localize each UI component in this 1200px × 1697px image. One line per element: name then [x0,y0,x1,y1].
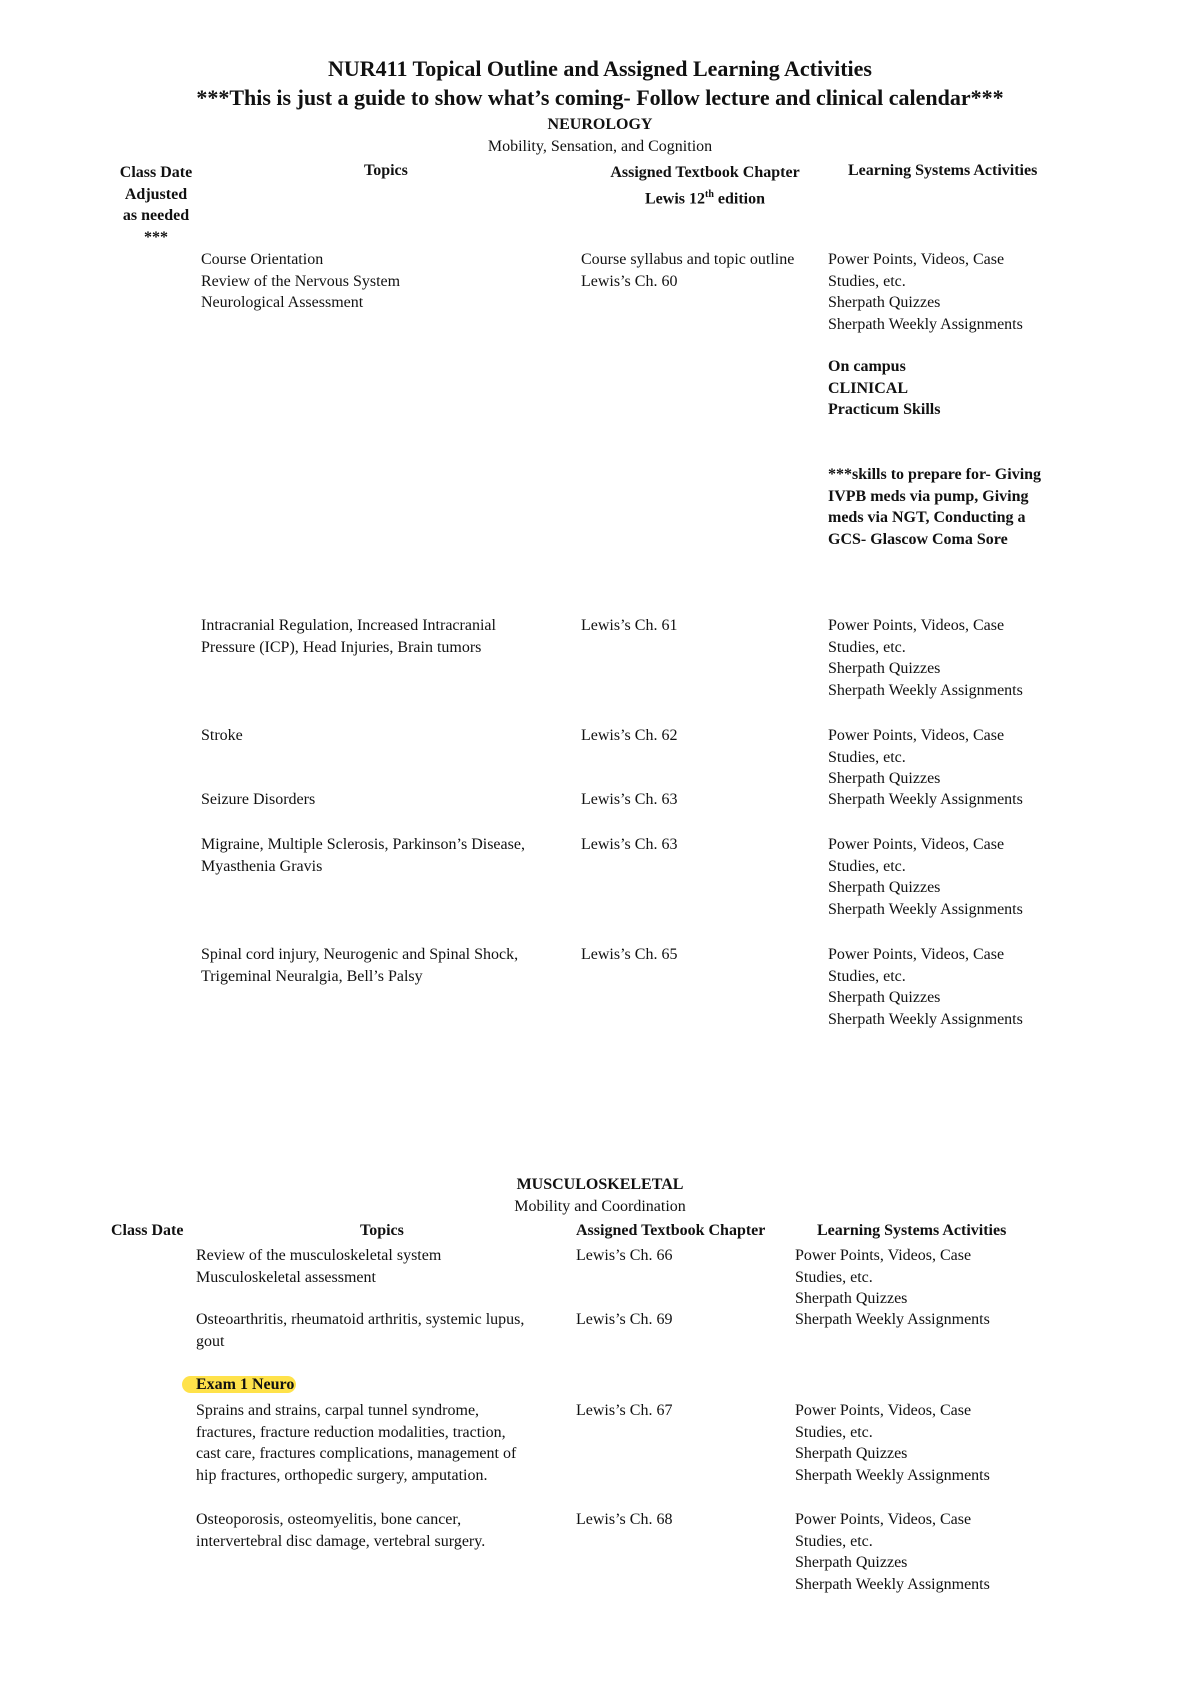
neuro-row-3-topics [201,725,243,747]
topic-line: cast care, fractures complications, management of [196,1445,517,1462]
topic-line: Stroke [201,727,243,744]
activity-line: Sherpath Quizzes [828,294,941,311]
activity-line: Sherpath Quizzes [795,1445,908,1462]
activity-line: Studies, etc. [828,272,906,290]
activity-line: Sherpath Weekly Assignments [828,791,1023,808]
activity-line: Power Points, Videos, Case [828,836,1005,853]
musculo-row-4-activities [795,1400,990,1486]
musculo-row-2-activities [795,1309,990,1331]
activity-line: Sherpath Quizzes [828,770,941,787]
neuro-row-4-chapter [581,789,677,811]
musculo-header-class-date: Class Date [111,1222,184,1239]
neuro-row-4-activities [828,789,1023,811]
topic-line: gout [196,1332,225,1350]
neuro-row-3-activities [828,725,1004,790]
chapter-line: Lewis’s Ch. 63 [581,791,678,808]
header-topics: Topics [364,162,408,179]
topic-line: Spinal cord injury, Neurogenic and Spinal Shock, [201,946,519,963]
neuro-row-1-topics [201,249,400,314]
neuro-row-6-topics [201,944,518,987]
activity-line: Power Points, Videos, Case [795,1511,972,1528]
neuro-clinical-note [828,356,940,421]
topic-line: Osteoporosis, osteomyelitis, bone cancer, [196,1511,462,1528]
header-class-date-line: *** [144,228,168,246]
exam-label: Exam 1 Neuro [182,1376,296,1393]
activity-line: Studies, etc. [795,1268,873,1286]
activity-line: Studies, etc. [828,748,906,766]
activity-line: Power Points, Videos, Case [828,617,1005,634]
topic-line: fractures, fracture reduction modalities, traction, [196,1423,506,1441]
note-line: CLINICAL [828,379,909,397]
chapter-line: Lewis’s Ch. 68 [576,1511,673,1528]
header-chapter-line: Assigned Textbook Chapter [610,164,800,181]
header-activities: Learning Systems Activities [848,162,1038,179]
topic-line: hip fractures, orthopedic surgery, amputation. [196,1466,488,1484]
activity-line: Studies, etc. [828,638,906,656]
musculo-row-4-topics [196,1400,516,1486]
exam-marker [196,1374,296,1396]
chapter-line: Lewis’s Ch. 61 [581,617,678,634]
activity-line: Power Points, Videos, Case [795,1247,972,1264]
musculo-row-5-activities [795,1509,990,1595]
activity-line: Sherpath Weekly Assignments [828,681,1023,699]
activity-line: Studies, etc. [795,1532,873,1550]
section-heading-neurology: NEUROLOGY [547,116,653,133]
topic-line: Migraine, Multiple Sclerosis, Parkinson’s Disease, [201,836,525,853]
topic-line: Review of the musculoskeletal system [196,1247,442,1264]
edition-superscript: th [704,188,714,200]
section-heading-musculoskeletal: MUSCULOSKELETAL [516,1176,684,1193]
activity-line: Studies, etc. [828,857,906,875]
neuro-row-6-activities [828,944,1023,1030]
neuro-skills-note [828,464,1041,550]
topic-line: Pressure (ICP), Head Injuries, Brain tumors [201,638,482,656]
activity-line: Power Points, Videos, Case [795,1402,972,1419]
musculo-row-2-topics [196,1309,524,1352]
musculo-row-5-topics [196,1509,485,1552]
musculo-header-topics: Topics [360,1222,404,1239]
activity-line: Sherpath Quizzes [795,1290,908,1307]
chapter-line: Lewis’s Ch. 66 [576,1247,673,1264]
chapter-line: Lewis’s Ch. 67 [576,1402,673,1419]
activity-line: Sherpath Weekly Assignments [795,1466,990,1484]
topic-line: Course Orientation [201,251,324,268]
neuro-row-5-chapter [581,834,677,856]
activity-line: Power Points, Videos, Case [828,251,1005,268]
activity-line: Sherpath Quizzes [828,989,941,1006]
activity-line: Sherpath Weekly Assignments [828,315,1023,333]
topic-line: Trigeminal Neuralgia, Bell’s Palsy [201,967,423,985]
header-class-date-line: Adjusted [124,185,188,203]
activity-line: Sherpath Weekly Assignments [828,900,1023,918]
activity-line: Power Points, Videos, Case [828,727,1005,744]
topic-line: Sprains and strains, carpal tunnel syndrome, [196,1402,480,1419]
topic-line: intervertebral disc damage, vertebral surgery. [196,1532,486,1550]
neuro-row-1-chapter [581,249,794,292]
header-class-date-line: Class Date [119,164,193,181]
topic-line: Myasthenia Gravis [201,857,323,875]
musculo-row-1-chapter [576,1245,672,1267]
activity-line: Sherpath Quizzes [828,879,941,896]
topic-line: Intracranial Regulation, Increased Intracranial [201,617,496,634]
section-subheading-neurology: Mobility, Sensation, and Cognition [487,138,713,155]
activity-line: Sherpath Weekly Assignments [795,1575,990,1593]
chapter-line: Lewis’s Ch. 63 [581,836,678,853]
musculo-header-activities: Learning Systems Activities [817,1222,1007,1239]
activity-line: Sherpath Quizzes [828,660,941,677]
musculo-row-4-chapter [576,1400,672,1422]
topic-line: Osteoarthritis, rheumatoid arthritis, systemic lupus, [196,1311,525,1328]
neuro-row-5-activities [828,834,1023,920]
edition-suffix: edition [713,189,766,207]
header-class-date [114,162,198,248]
neuro-row-2-chapter [581,615,677,637]
chapter-line: Lewis’s Ch. 69 [576,1311,673,1328]
activity-line: Sherpath Weekly Assignments [795,1311,990,1328]
note-line: meds via NGT, Conducting a [828,509,1026,526]
musculo-row-2-chapter [576,1309,672,1331]
note-line: ***skills to prepare for- Giving [828,466,1042,483]
neuro-row-6-chapter [581,944,677,966]
page-title: NUR411 Topical Outline and Assigned Learning Activities [328,56,872,81]
topic-line: Musculoskeletal assessment [196,1268,376,1286]
note-line: GCS- Glascow Coma Sore [828,530,1008,548]
neuro-row-4-topics [201,789,315,811]
musculo-header-chapter: Assigned Textbook Chapter [576,1222,766,1239]
topic-line: Seizure Disorders [201,791,316,808]
chapter-line: Lewis’s Ch. 62 [581,727,678,744]
neuro-row-2-activities [828,615,1023,701]
activity-line: Studies, etc. [828,967,906,985]
header-chapter-edition [594,184,816,210]
topic-line: Review of the Nervous System [201,272,401,290]
chapter-line: Course syllabus and topic outline [581,251,795,268]
note-line: On campus [828,358,906,375]
musculo-row-1-topics [196,1245,441,1288]
header-chapter [594,162,816,209]
neuro-row-5-topics [201,834,525,877]
note-line: IVPB meds via pump, Giving [828,487,1029,505]
activity-line: Sherpath Weekly Assignments [828,1010,1023,1028]
activity-line: Power Points, Videos, Case [828,946,1005,963]
section-subheading-musculoskeletal: Mobility and Coordination [514,1198,686,1215]
activity-line: Sherpath Quizzes [795,1554,908,1571]
musculo-row-1-activities [795,1245,971,1310]
chapter-line: Lewis’s Ch. 65 [581,946,678,963]
note-line: Practicum Skills [828,401,941,418]
topic-line: Neurological Assessment [201,294,364,311]
musculo-row-5-chapter [576,1509,672,1531]
chapter-line: Lewis’s Ch. 60 [581,272,678,290]
activity-line: Studies, etc. [795,1423,873,1441]
neuro-row-1-activities [828,249,1023,335]
edition-text: Lewis 12 [644,189,705,207]
header-class-date-line: as needed [122,207,190,224]
neuro-row-3-chapter [581,725,677,747]
neuro-row-2-topics [201,615,496,658]
page-subtitle: ***This is just a guide to show what’s coming- Follow lecture and clinical calendar*** [196,85,1004,110]
